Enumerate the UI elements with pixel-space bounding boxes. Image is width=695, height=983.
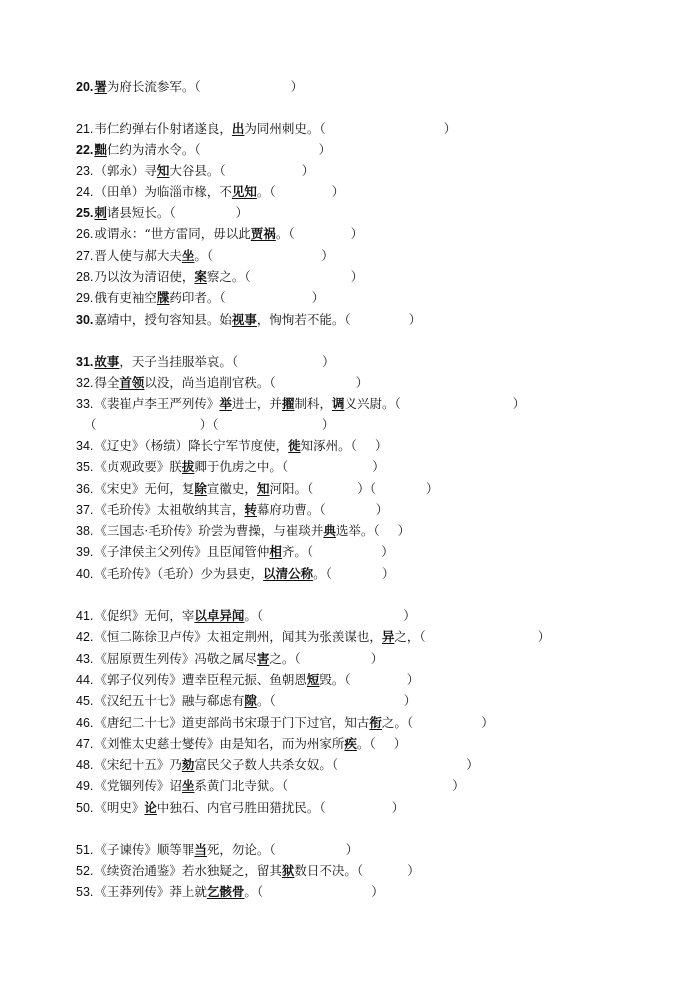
question-item: [76, 246, 334, 266]
question-text: 。（: [244, 884, 264, 899]
closing-paren: ）: [301, 163, 315, 178]
keyword: 乞骸骨: [206, 884, 245, 899]
closing-paren: ）: [311, 290, 325, 305]
question-item: [76, 755, 479, 775]
question-item: [76, 182, 344, 202]
question-item: [76, 288, 324, 308]
question-number: 36.: [76, 482, 94, 496]
keyword: 当: [194, 842, 207, 857]
question-item: [76, 713, 494, 733]
question-number: 34.: [76, 439, 94, 453]
closing-paren: ）: [321, 248, 334, 263]
question-number: 51.: [76, 843, 94, 857]
question-text: 《子谏传》顺等罪: [94, 842, 195, 857]
closing-paren: ）: [481, 715, 494, 730]
keyword: 知: [156, 163, 170, 178]
question-item: [76, 310, 421, 330]
question-text: 《贞观政要》朕: [94, 459, 182, 474]
keyword: 调: [331, 396, 345, 411]
question-text: 制科，: [294, 396, 332, 411]
question-number: 37.: [76, 503, 94, 517]
question-number: 20.: [76, 80, 94, 94]
question-text: 。（: [275, 226, 295, 241]
question-text: 。（: [313, 566, 332, 581]
keyword: 劾: [181, 757, 195, 772]
question-item: [76, 882, 384, 902]
question-text: 《唐纪二十七》道吏部尚书宋璟于门下过官，知古: [94, 715, 370, 730]
question-number: 50.: [76, 801, 94, 815]
question-text: 得全: [94, 375, 120, 390]
question-number: 31.: [76, 355, 94, 369]
keyword: 坐: [181, 248, 195, 263]
question-text: 卿于仇虏之中。（: [194, 459, 289, 474]
question-item: [76, 77, 303, 97]
question-text: 《宋纪十五》乃: [94, 757, 182, 772]
question-text: 为同州刺史。（: [244, 121, 326, 136]
question-text: 为府长流参军。（: [106, 79, 201, 94]
question-number: 22.: [76, 143, 94, 157]
closing-paren: ）: [372, 459, 385, 474]
keyword: 见知: [231, 184, 257, 199]
question-number: 53.: [76, 885, 94, 899]
closing-paren: ）: [393, 736, 407, 751]
question-number: 28.: [76, 270, 94, 284]
question-number: 47.: [76, 737, 94, 751]
question-number: 24.: [76, 185, 94, 199]
question-text: 《刘惟太史慈士燮传》由是知名，而为州家所: [94, 736, 345, 751]
question-number: 23.: [76, 164, 94, 178]
question-number: 33.: [76, 397, 94, 411]
closing-paren: ）: [370, 651, 384, 666]
keyword: 隙: [244, 693, 257, 708]
closing-paren: ）: [443, 121, 457, 136]
question-text: 齐。（: [281, 544, 314, 559]
question-text: 之。（: [381, 715, 414, 730]
question-item: [76, 161, 314, 181]
question-text: ，天子当挂服举哀。（: [119, 354, 239, 369]
keyword: 除: [194, 481, 207, 496]
question-text: 宣徽史，: [206, 481, 257, 496]
question-text: 《明史》: [94, 800, 145, 815]
keyword: 擢: [281, 396, 295, 411]
closing-paren: ）: [371, 884, 384, 899]
closing-paren: ）: [391, 800, 405, 815]
closing-paren: ）: [537, 629, 551, 644]
question-text: 。（: [244, 608, 264, 623]
closing-paren: ）: [407, 863, 420, 878]
closing-paren: ）: [381, 544, 394, 559]
keyword: 论: [144, 800, 157, 815]
closing-paren: ）: [350, 269, 364, 284]
question-text: 《三国志·毛玠传》玠尝为曹操，与崔琰并: [94, 523, 324, 538]
question-text: 乃以汝为清诏使，: [94, 269, 195, 284]
question-text: （田单）为临淄市椽，不: [94, 184, 232, 199]
question-number: 32.: [76, 376, 94, 390]
question-text: 毁。（: [319, 672, 351, 687]
question-text: 大谷县。（: [169, 163, 226, 178]
question-text: ，恂恂若不能。（: [256, 312, 351, 327]
question-item: [76, 203, 248, 223]
question-number: 48.: [76, 758, 94, 772]
closing-paren: ）: [512, 396, 526, 411]
closing-paren: ）: [466, 757, 479, 772]
question-text: 韦仁约弹右仆射诸遂良，: [94, 121, 232, 136]
question-text: 《辽史》（杨绩）降长宁军节度使，: [94, 438, 289, 453]
closing-paren: ）（ ）: [357, 481, 439, 496]
question-text: 中独石、内官弓胜田猎扰民。（: [156, 800, 326, 815]
closing-paren: ）: [408, 312, 422, 327]
keyword: 署: [94, 79, 107, 94]
keyword: 典: [323, 523, 336, 538]
question-text: 药印者。（: [169, 290, 226, 305]
question-number: 40.: [76, 567, 94, 581]
question-text: 晋人使与郝大夫: [94, 248, 182, 263]
question-text: 《续资治通鉴》若水独疑之，留其: [94, 863, 282, 878]
question-item: [76, 457, 385, 477]
question-number: 27.: [76, 249, 94, 263]
question-number: 25.: [76, 206, 94, 220]
closing-paren: ）: [350, 226, 364, 241]
question-text: （郭永）寻: [94, 163, 157, 178]
question-number: 30.: [76, 313, 94, 327]
question-number: 21.: [76, 122, 94, 136]
keyword: 徙: [288, 438, 301, 453]
keyword: 知: [256, 481, 270, 496]
question-item: [76, 373, 368, 393]
question-item: [76, 649, 383, 669]
question-text: 《党锢列传》诏: [94, 778, 182, 793]
question-item: [76, 670, 419, 690]
question-item: [76, 776, 465, 796]
question-number: 35.: [76, 460, 94, 474]
question-item: [76, 691, 416, 711]
question-item: [76, 140, 331, 160]
closing-paren: ）: [290, 79, 304, 94]
question-number: 42.: [76, 630, 94, 644]
question-text: 幕府功曹。（: [256, 502, 326, 517]
keyword: 相: [269, 544, 282, 559]
question-number: 41.: [76, 609, 94, 623]
question-text: 《子津侯主父列传》且臣闻管仲: [94, 544, 270, 559]
closing-paren: ）: [355, 375, 369, 390]
question-text: 察之。（: [206, 269, 251, 284]
question-text: 义兴尉。（: [344, 396, 401, 411]
question-number: 46.: [76, 716, 94, 730]
question-item: [76, 479, 438, 499]
question-item: [76, 394, 525, 414]
closing-paren: ）: [403, 693, 417, 708]
question-text: 系黄门北寺狱。（: [194, 778, 289, 793]
question-number: 45.: [76, 694, 94, 708]
question-text: 之，（: [394, 629, 426, 644]
question-item: [76, 224, 363, 244]
question-item: [76, 798, 404, 818]
keyword: 转: [244, 502, 257, 517]
closing-paren: ）: [322, 354, 335, 369]
question-text: 。（: [194, 248, 214, 263]
closing-paren: ）: [381, 566, 395, 581]
question-text: 《王莽列传》莽上就: [94, 884, 207, 899]
question-text: 之。（: [269, 651, 301, 666]
closing-paren: ）: [318, 142, 332, 157]
closing-paren: ）: [331, 184, 345, 199]
question-text: 《毛玠传》（毛玠）少为县吏，: [94, 566, 264, 581]
question-item: [76, 840, 358, 860]
keyword: 疾: [344, 736, 357, 751]
question-text: 以没，尚当追削官秩。（: [144, 375, 276, 390]
keyword: 坐: [181, 778, 195, 793]
question-text: 仁约为清水令。（: [106, 142, 201, 157]
closing-paren: ）: [345, 842, 359, 857]
question-text: 诸县短长。（: [106, 205, 176, 220]
question-item: [76, 436, 387, 456]
question-number: 39.: [76, 545, 94, 559]
closing-paren: ）: [235, 205, 249, 220]
question-text: 俄有吏袖空: [94, 290, 157, 305]
question-text: 。（: [356, 736, 376, 751]
question-item: [76, 352, 335, 372]
keyword: 以清公称: [263, 566, 314, 581]
question-text: 数日不决。（: [294, 863, 364, 878]
question-text: 知涿州。（: [300, 438, 357, 453]
closing-paren: ）: [375, 502, 389, 517]
question-text: 《汉纪五十七》融与郗虑有: [94, 693, 245, 708]
keyword: 案: [194, 269, 207, 284]
keyword: 拔: [181, 459, 195, 474]
question-number: 38.: [76, 524, 94, 538]
question-item: [76, 267, 363, 287]
keyword: 黜: [94, 142, 107, 157]
closing-paren: ）: [452, 778, 465, 793]
question-text: 《郭子仪列传》遭幸臣程元振、鱼朝恩: [94, 672, 307, 687]
closing-paren: ）: [397, 523, 411, 538]
question-item: [76, 500, 388, 520]
question-text: 。（: [256, 184, 276, 199]
question-number: 44.: [76, 673, 94, 687]
question-item: [76, 627, 550, 647]
keyword: 出: [231, 121, 245, 136]
question-number: 52.: [76, 864, 94, 878]
question-number: 29.: [76, 291, 94, 305]
question-item: [76, 564, 394, 584]
keyword: 衔: [369, 715, 382, 730]
question-text: 。（: [256, 693, 276, 708]
keyword: 牒: [156, 290, 170, 305]
question-item: [76, 734, 406, 754]
question-text: 河阳。（: [269, 481, 314, 496]
keyword: 短: [306, 672, 320, 687]
question-text: 或谓永：“世方雷同，毋以此: [94, 226, 251, 241]
closing-paren: ）: [403, 608, 416, 623]
keyword: 举: [219, 396, 232, 411]
question-number: 49.: [76, 779, 94, 793]
keyword: 视事: [231, 312, 257, 327]
question-item: [76, 606, 416, 626]
question-text: 嘉靖中，授句容知县。始: [94, 312, 232, 327]
question-item: [76, 521, 410, 541]
question-item: [76, 861, 420, 881]
keyword: 异: [381, 629, 395, 644]
question-text: 选举。（: [335, 523, 380, 538]
question-item: [76, 542, 394, 562]
keyword: 贾祸: [250, 226, 276, 241]
keyword: 首领: [119, 375, 145, 390]
keyword: 故事: [94, 354, 120, 369]
question-item: [76, 119, 456, 139]
keyword: 以卓异闻: [194, 608, 245, 623]
keyword: 害: [256, 651, 270, 666]
question-text: 《促织》无何，宰: [94, 608, 195, 623]
question-text: 《宋史》无何，复: [94, 481, 195, 496]
question-text: 进士，并: [231, 396, 282, 411]
closing-paren: ）: [406, 672, 420, 687]
keyword: 狱: [281, 863, 295, 878]
keyword: 刺: [94, 205, 107, 220]
question-text: 富民父子数人共杀女奴。（: [194, 757, 339, 772]
question-text: 《恒二陈徐卫卢传》太祖定荆州，闻其为张羡谋也，: [94, 629, 382, 644]
question-text: 《屈原贾生列传》冯敬之属尽: [94, 651, 257, 666]
question-text: 《裴崔卢李王严列传》: [94, 396, 220, 411]
closing-paren: ）: [374, 438, 388, 453]
question-text: 死，勿论。（: [206, 842, 276, 857]
question-text: 《毛玠传》太祖敬纳其言，: [94, 502, 245, 517]
question-number: 26.: [76, 227, 94, 241]
question-number: 43.: [76, 652, 94, 666]
answer-blank-continuation[interactable]: （ ）（ ）: [84, 417, 335, 432]
